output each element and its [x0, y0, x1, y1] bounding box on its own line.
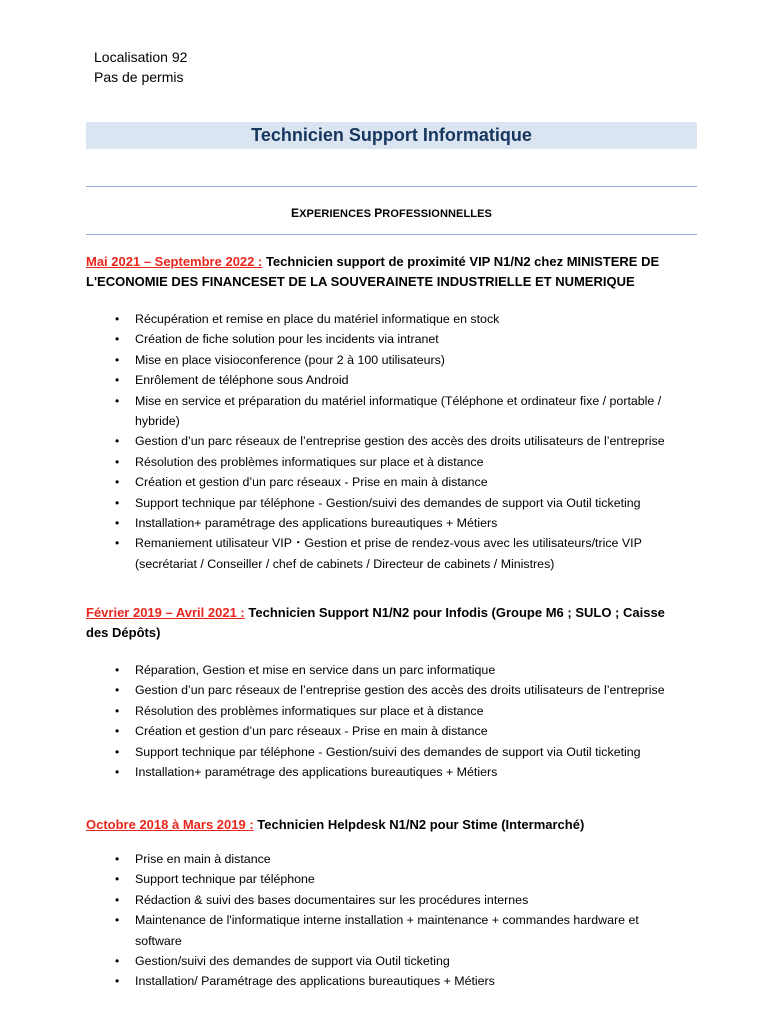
bullet-icon: • [115, 852, 120, 866]
bullet-icon: • [115, 312, 120, 326]
list-item-text: Installation/ Paramétrage des applications bureautiques + Métiers [135, 974, 495, 989]
list-item [86, 513, 686, 533]
bullet-icon: • [115, 954, 120, 969]
list-item-text: Support technique par téléphone [135, 872, 315, 887]
list-item [86, 472, 686, 492]
list-item [86, 971, 686, 991]
job-date: Octobre 2018 à Mars 2019 : [86, 817, 254, 832]
list-item-text: Gestion d’un parc réseaux de l’entreprise gestion des accès des droits utilisateurs de l’entreprise [135, 683, 665, 698]
bullet-icon: • [115, 974, 120, 989]
list-item-text: Support technique par téléphone - Gestion/suivi des demandes de support via Outil ticketing [135, 744, 641, 759]
section-heading-cap-2: P [374, 206, 383, 220]
list-item-text: Récupération et remise en place du matériel informatique en stock [135, 312, 500, 326]
bullet-icon: • [115, 683, 120, 698]
job-title: Technicien Support N1/N2 pour Infodis (Groupe M6 ; SULO ; Caisse des Dépôts) [86, 605, 665, 640]
job-bullet-list [86, 849, 686, 992]
list-item-text: Résolution des problèmes informatiques sur place et à distance [135, 454, 484, 469]
list-item [86, 849, 686, 869]
section-heading-cap-1: E [291, 206, 300, 220]
location-text: Localisation 92 [94, 49, 188, 65]
list-item [86, 910, 686, 951]
list-item-text: Maintenance de l'informatique interne installation + maintenance + commandes hardware et software [135, 913, 639, 948]
list-item-text: Support technique par téléphone - Gestion/suivi des demandes de support via Outil ticketing [135, 495, 641, 510]
list-item-text: Réparation, Gestion et mise en service dans un parc informatique [135, 663, 496, 677]
list-item-text: Prise en main à distance [135, 852, 271, 866]
list-item [86, 452, 686, 472]
license-text: Pas de permis [94, 69, 184, 85]
bullet-icon: • [115, 872, 120, 887]
list-item [86, 493, 686, 513]
list-item [86, 721, 686, 741]
bullet-icon: • [115, 352, 120, 367]
job-header [86, 252, 686, 292]
bullet-icon: • [115, 475, 120, 490]
job-title: Technicien support de proximité VIP N1/N2 chez MINISTERE DE L'ECONOMIE DES FINANCESET DE LA SOUVERAINETE INDUSTRIELLE ET NUMERIQUE [86, 254, 660, 289]
list-item-text: Résolution des problèmes informatiques sur place et à distance [135, 703, 484, 718]
list-item-text: Création et gestion d’un parc réseaux - Prise en main à distance [135, 475, 488, 490]
list-item-text: Gestion d’un parc réseaux de l’entreprise gestion des accès des droits utilisateurs de l’entreprise [135, 434, 665, 449]
list-item [86, 742, 686, 762]
divider-top [86, 186, 697, 187]
page-title: Technicien Support Informatique [251, 125, 532, 145]
list-item-text: Création et gestion d’un parc réseaux - Prise en main à distance [135, 724, 488, 739]
job-bullet-list [86, 660, 686, 782]
bullet-icon: • [115, 703, 120, 718]
list-item-text: Mise en place visioconference (pour 2 à 100 utilisateurs) [135, 352, 445, 367]
list-item [86, 329, 686, 349]
list-item [86, 533, 686, 574]
divider-bottom [86, 234, 697, 235]
list-item-text: Création de fiche solution pour les incidents via intranet [135, 332, 439, 347]
job-date: Mai 2021 – Septembre 2022 : [86, 254, 263, 269]
job-bullet-list [86, 309, 686, 574]
list-item-text: Remaniement utilisateur VIP・Gestion et prise de rendez-vous avec les utilisateurs/trice VIP (secrétariat / Conseiller / chef de cabinets / Directeur de cabinets / Ministres) [135, 536, 642, 571]
list-item [86, 762, 686, 782]
list-item-text: Enrôlement de téléphone sous Android [135, 373, 349, 388]
section-heading [86, 205, 697, 222]
bullet-icon: • [115, 434, 120, 449]
list-item [86, 431, 686, 451]
list-item [86, 680, 686, 700]
list-item [86, 370, 686, 390]
list-item [86, 660, 686, 680]
list-item-text: Gestion/suivi des demandes de support via Outil ticketing [135, 954, 450, 969]
bullet-icon: • [115, 744, 120, 759]
list-item [86, 951, 686, 971]
job-entry-1 [86, 252, 686, 574]
bullet-icon: • [115, 495, 120, 510]
bullet-icon: • [115, 536, 120, 551]
bullet-icon: • [115, 765, 120, 780]
bullet-icon: • [115, 516, 120, 531]
list-item [86, 309, 686, 329]
list-item [86, 350, 686, 370]
job-entry-2 [86, 603, 686, 782]
list-item [86, 890, 686, 910]
list-item [86, 391, 686, 432]
section-heading-rest-2: ROFESSIONNELLES [382, 208, 492, 220]
section-heading-rest-1: XPERIENCES [299, 208, 372, 220]
bullet-icon: • [115, 393, 120, 408]
list-item-text: Installation+ paramétrage des applications bureautiques + Métiers [135, 516, 498, 531]
job-date: Février 2019 – Avril 2021 : [86, 605, 245, 620]
list-item [86, 869, 686, 889]
title-bar [86, 122, 697, 149]
list-item [86, 701, 686, 721]
job-header [86, 815, 686, 835]
header-info [94, 47, 187, 87]
list-item-text: Rédaction & suivi des bases documentaires sur les procédures internes [135, 892, 529, 907]
bullet-icon: • [115, 724, 120, 739]
job-title: Technicien Helpdesk N1/N2 pour Stime (Intermarché) [253, 817, 585, 832]
bullet-icon: • [115, 913, 120, 928]
list-item-text: Mise en service et préparation du matériel informatique (Téléphone et ordinateur fixe / portable / hybride) [135, 393, 662, 429]
bullet-icon: • [115, 663, 120, 677]
job-entry-3 [86, 815, 686, 992]
bullet-icon: • [115, 332, 120, 347]
bullet-icon: • [115, 373, 120, 388]
bullet-icon: • [115, 892, 120, 907]
job-header [86, 603, 686, 643]
list-item-text: Installation+ paramétrage des applications bureautiques + Métiers [135, 765, 498, 780]
bullet-icon: • [115, 454, 120, 469]
